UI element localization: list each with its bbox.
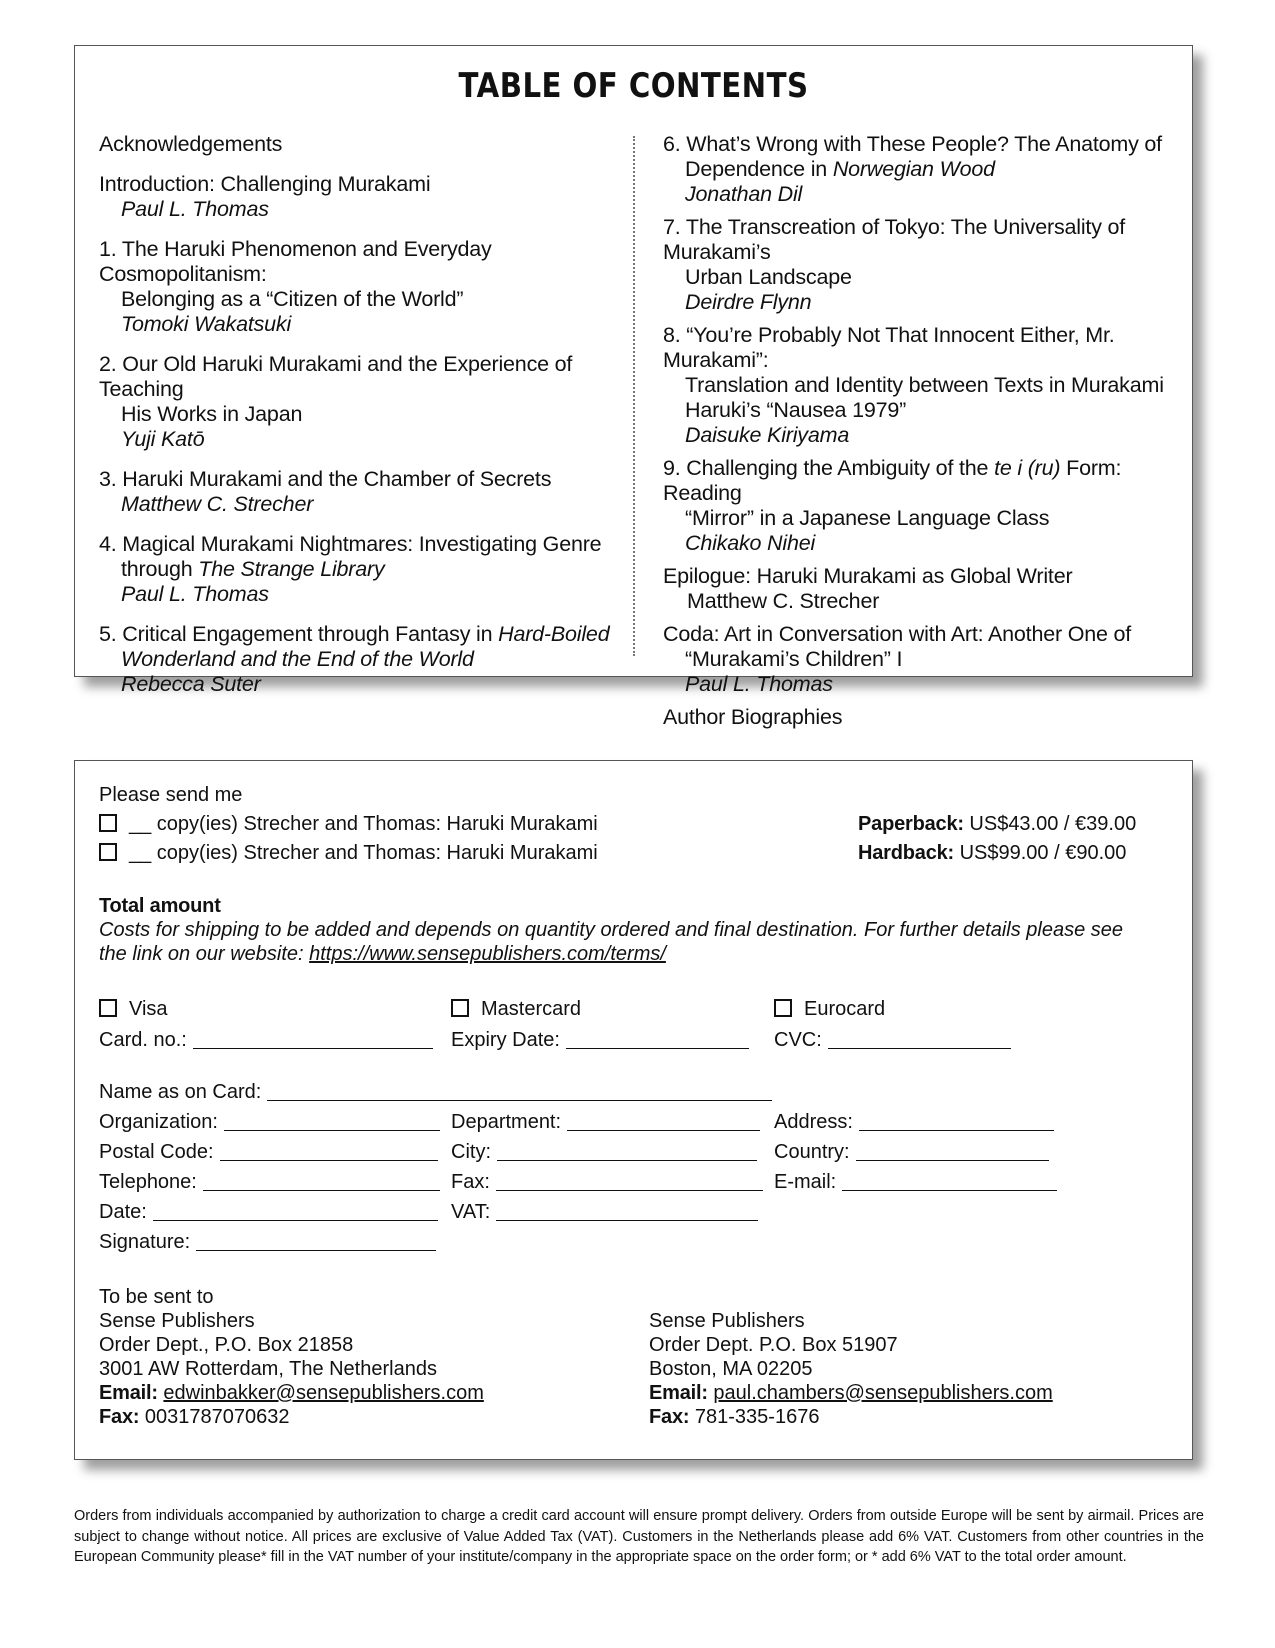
toc-entry-title: 6. What’s Wrong with These People? The Anatomy of <box>663 132 1162 156</box>
eu-order-dept: Order Dept., P.O. Box 21858 <box>99 1334 354 1356</box>
paperback-label: Paperback: <box>858 813 964 835</box>
toc-entry-title-cont <box>99 557 619 582</box>
column-divider <box>633 136 635 656</box>
us-email-link[interactable]: paul.chambers@sensepublishers.com <box>713 1382 1053 1404</box>
toc-entry-title-cont: Translation and Identity between Texts in Murakami <box>685 373 1164 397</box>
total-amount-label: Total amount <box>99 895 221 917</box>
toc-entry-author: Rebecca Suter <box>121 672 261 696</box>
toc-entry-title: Introduction: Challenging Murakami <box>99 172 431 196</box>
us-fax-row <box>649 1406 819 1429</box>
mastercard-option[interactable] <box>451 998 581 1021</box>
toc-entry-book-title: Wonderland and the End of the World <box>121 647 474 671</box>
toc-entry-title-cont: “Murakami’s Children” I <box>685 647 903 671</box>
signature-line[interactable] <box>196 1232 436 1251</box>
paperback-price <box>858 813 1136 836</box>
department-field[interactable] <box>451 1111 760 1134</box>
toc-entry-title: Acknowledgements <box>99 132 283 156</box>
hardback-copy-label: __ copy(ies) Strecher and Thomas: Haruki Murakami <box>129 842 598 864</box>
address-label: Address: <box>774 1111 853 1133</box>
hardback-price-value: US$99.00 / €90.00 <box>959 842 1127 864</box>
organization-label: Organization: <box>99 1111 218 1133</box>
city-label: City: <box>451 1141 491 1163</box>
cvc-line[interactable] <box>828 1030 1011 1049</box>
country-label: Country: <box>774 1141 850 1163</box>
date-label: Date: <box>99 1201 147 1223</box>
toc-entry-author: Matthew C. Strecher <box>687 589 880 613</box>
cvc-label: CVC: <box>774 1029 822 1051</box>
eu-city: 3001 AW Rotterdam, The Netherlands <box>99 1358 437 1380</box>
paperback-order-row <box>99 813 598 836</box>
toc-entry <box>99 622 619 697</box>
postal-code-label: Postal Code: <box>99 1141 214 1163</box>
date-line[interactable] <box>153 1202 438 1221</box>
toc-entry <box>99 172 619 222</box>
toc-entry <box>99 352 619 452</box>
toc-entry-title-text: 5. Critical Engagement through Fantasy in <box>99 622 499 646</box>
order-form-box <box>74 760 1193 1460</box>
date-field[interactable] <box>99 1201 438 1224</box>
hardback-price <box>858 842 1126 865</box>
toc-entry-title: 2. Our Old Haruki Murakami and the Experience of Teaching <box>99 352 573 401</box>
toc-entry-author: Yuji Katō <box>121 427 205 451</box>
fax-line[interactable] <box>496 1172 763 1191</box>
vat-field[interactable] <box>451 1201 758 1224</box>
toc-entry-title: Author Biographies <box>663 705 843 729</box>
visa-option[interactable] <box>99 998 168 1021</box>
shipping-note-line1: Costs for shipping to be added and depends on quantity ordered and final destination. For further details please see <box>99 919 1124 941</box>
paperback-price-value: US$43.00 / €39.00 <box>969 813 1137 835</box>
toc-entry <box>663 622 1183 697</box>
eu-publisher-name: Sense Publishers <box>99 1310 255 1332</box>
vat-label: VAT: <box>451 1201 491 1223</box>
toc-title: TABLE OF CONTENTS <box>458 66 809 106</box>
telephone-label: Telephone: <box>99 1171 197 1193</box>
organization-line[interactable] <box>224 1112 440 1131</box>
card-number-field[interactable] <box>99 1029 433 1052</box>
us-email-row <box>649 1382 1053 1405</box>
shipping-note-text: the link on our website: <box>99 943 310 965</box>
address-line[interactable] <box>859 1112 1054 1131</box>
please-send-label: Please send me <box>99 784 243 806</box>
visa-checkbox[interactable] <box>99 999 117 1017</box>
name-on-card-field[interactable] <box>99 1081 772 1104</box>
email-field[interactable] <box>774 1171 1057 1194</box>
cvc-field[interactable] <box>774 1029 1011 1052</box>
us-publisher-name: Sense Publishers <box>649 1310 805 1332</box>
eurocard-option[interactable] <box>774 998 885 1021</box>
toc-entry <box>663 705 1183 730</box>
toc-entry-title: 3. Haruki Murakami and the Chamber of Secrets <box>99 467 552 491</box>
fax-field[interactable] <box>451 1171 763 1194</box>
us-city: Boston, MA 02205 <box>649 1358 813 1380</box>
vat-line[interactable] <box>496 1202 758 1221</box>
eu-email-label: Email: <box>99 1382 158 1404</box>
toc-entry-title: 4. Magical Murakami Nightmares: Investigating Genre <box>99 532 602 556</box>
name-on-card-line[interactable] <box>267 1082 772 1101</box>
toc-entry-title-text: through <box>121 557 199 581</box>
expiry-date-label: Expiry Date: <box>451 1029 560 1051</box>
card-number-label: Card. no.: <box>99 1029 187 1051</box>
eurocard-checkbox[interactable] <box>774 999 792 1017</box>
toc-right-column <box>663 132 1183 745</box>
telephone-line[interactable] <box>203 1172 440 1191</box>
toc-entry-book-title: The Strange Library <box>198 557 385 581</box>
telephone-field[interactable] <box>99 1171 440 1194</box>
email-label: E-mail: <box>774 1171 837 1193</box>
eu-fax-row <box>99 1406 290 1429</box>
toc-entry-author: Paul L. Thomas <box>121 197 269 221</box>
eurocard-label: Eurocard <box>804 998 886 1020</box>
toc-entry-title: Epilogue: Haruki Murakami as Global Writer <box>663 564 1073 588</box>
toc-entry-author: Jonathan Dil <box>685 182 803 206</box>
hardback-label: Hardback: <box>858 842 955 864</box>
department-line[interactable] <box>567 1112 760 1131</box>
email-line[interactable] <box>842 1172 1057 1191</box>
toc-entry <box>663 132 1183 207</box>
expiry-date-field[interactable] <box>451 1029 749 1052</box>
toc-entry-title-cont: Belonging as a “Citizen of the World” <box>121 287 464 311</box>
eu-fax-value: 0031787070632 <box>144 1406 290 1428</box>
toc-entry <box>99 237 619 337</box>
toc-entry-title-cont: Urban Landscape <box>685 265 852 289</box>
toc-entry <box>99 467 619 517</box>
toc-entry-author: Daisuke Kiriyama <box>685 423 850 447</box>
toc-entry <box>663 323 1183 448</box>
toc-entry-title-cont: “Mirror” in a Japanese Language Class <box>685 506 1050 530</box>
terms-link[interactable]: https://www.sensepublishers.com/terms/ <box>309 943 666 965</box>
expiry-date-line[interactable] <box>566 1030 749 1049</box>
eu-email-link[interactable]: edwinbakker@sensepublishers.com <box>163 1382 484 1404</box>
us-fax-value: 781-335-1676 <box>694 1406 820 1428</box>
signature-label: Signature: <box>99 1231 191 1253</box>
paperback-checkbox[interactable] <box>99 814 117 832</box>
toc-entry-title-text: Dependence in <box>685 157 833 181</box>
toc-entry-title-cont: His Works in Japan <box>121 402 303 426</box>
toc-entry-title: 7. The Transcreation of Tokyo: The Universality of Murakami’s <box>663 215 1126 264</box>
us-order-dept: Order Dept. P.O. Box 51907 <box>649 1334 898 1356</box>
name-on-card-label: Name as on Card: <box>99 1081 262 1103</box>
toc-entry-title-cont: Haruki’s “Nausea 1979” <box>685 398 907 422</box>
send-to-label: To be sent to <box>99 1286 214 1308</box>
hardback-order-row <box>99 842 598 865</box>
toc-entry-author: Paul L. Thomas <box>121 582 269 606</box>
toc-entry-author: Chikako Nihei <box>685 531 816 555</box>
fax-label: Fax: <box>451 1171 490 1193</box>
toc-entry-book-title: Norwegian Wood <box>832 157 995 181</box>
us-email-label: Email: <box>649 1382 708 1404</box>
mastercard-checkbox[interactable] <box>451 999 469 1017</box>
toc-entry-title <box>99 622 619 647</box>
toc-entry-title: 8. “You’re Probably Not That Innocent Either, Mr. Murakami”: <box>663 323 1115 372</box>
toc-entry-title: 1. The Haruki Phenomenon and Everyday Cosmopolitanism: <box>99 237 492 286</box>
toc-entry <box>99 132 619 157</box>
postal-code-field[interactable] <box>99 1141 438 1164</box>
card-number-line[interactable] <box>193 1030 433 1049</box>
city-line[interactable] <box>497 1142 757 1161</box>
department-label: Department: <box>451 1111 562 1133</box>
address-field[interactable] <box>774 1111 1054 1134</box>
toc-left-column <box>99 132 619 712</box>
country-field[interactable] <box>774 1141 1049 1164</box>
mastercard-label: Mastercard <box>481 998 582 1020</box>
eu-email-row <box>99 1382 484 1405</box>
signature-field[interactable] <box>99 1231 436 1254</box>
toc-entry <box>663 456 1183 556</box>
toc-entry-author: Deirdre Flynn <box>685 290 812 314</box>
table-of-contents-box <box>74 45 1193 729</box>
hardback-checkbox[interactable] <box>99 843 117 861</box>
city-field[interactable] <box>451 1141 757 1164</box>
eu-fax-label: Fax: <box>99 1406 140 1428</box>
toc-entry-title-text: 9. Challenging the Ambiguity of the <box>663 456 995 480</box>
visa-label: Visa <box>129 998 168 1020</box>
postal-code-line[interactable] <box>220 1142 438 1161</box>
toc-entry <box>663 564 1183 614</box>
country-line[interactable] <box>856 1142 1049 1161</box>
toc-entry-author: Paul L. Thomas <box>685 672 833 696</box>
toc-entry <box>663 215 1183 315</box>
paperback-copy-label: __ copy(ies) Strecher and Thomas: Haruki Murakami <box>129 813 598 835</box>
toc-entry-book-title: Hard-Boiled <box>498 622 610 646</box>
toc-entry-term: te i (ru) <box>994 456 1061 480</box>
toc-entry-title-cont <box>663 157 1183 182</box>
shipping-note-line2 <box>99 943 666 966</box>
toc-entry-title-text: Form: Reading <box>663 456 1122 505</box>
fine-print: Orders from individuals accompanied by authorization to charge a credit card account will ensure prompt delivery. Orders from outside Europe will be sent by airmail. Prices are subject to change without notice. All prices are exclusive of Value Added Tax (VAT). Customers in the Netherlands please add 6% VAT. Customers from other countries in the European Community please* fill in the VAT number of your institute/company in the appropriate space on the order form; or * add 6% VAT to the total order amount. <box>74 1508 1204 1565</box>
us-fax-label: Fax: <box>649 1406 690 1428</box>
organization-field[interactable] <box>99 1111 440 1134</box>
toc-entry-title <box>663 456 1183 506</box>
toc-entry-author: Matthew C. Strecher <box>121 492 314 516</box>
toc-entry-title: Coda: Art in Conversation with Art: Another One of <box>663 622 1132 646</box>
toc-entry-author: Tomoki Wakatsuki <box>121 312 292 336</box>
toc-entry <box>99 532 619 607</box>
